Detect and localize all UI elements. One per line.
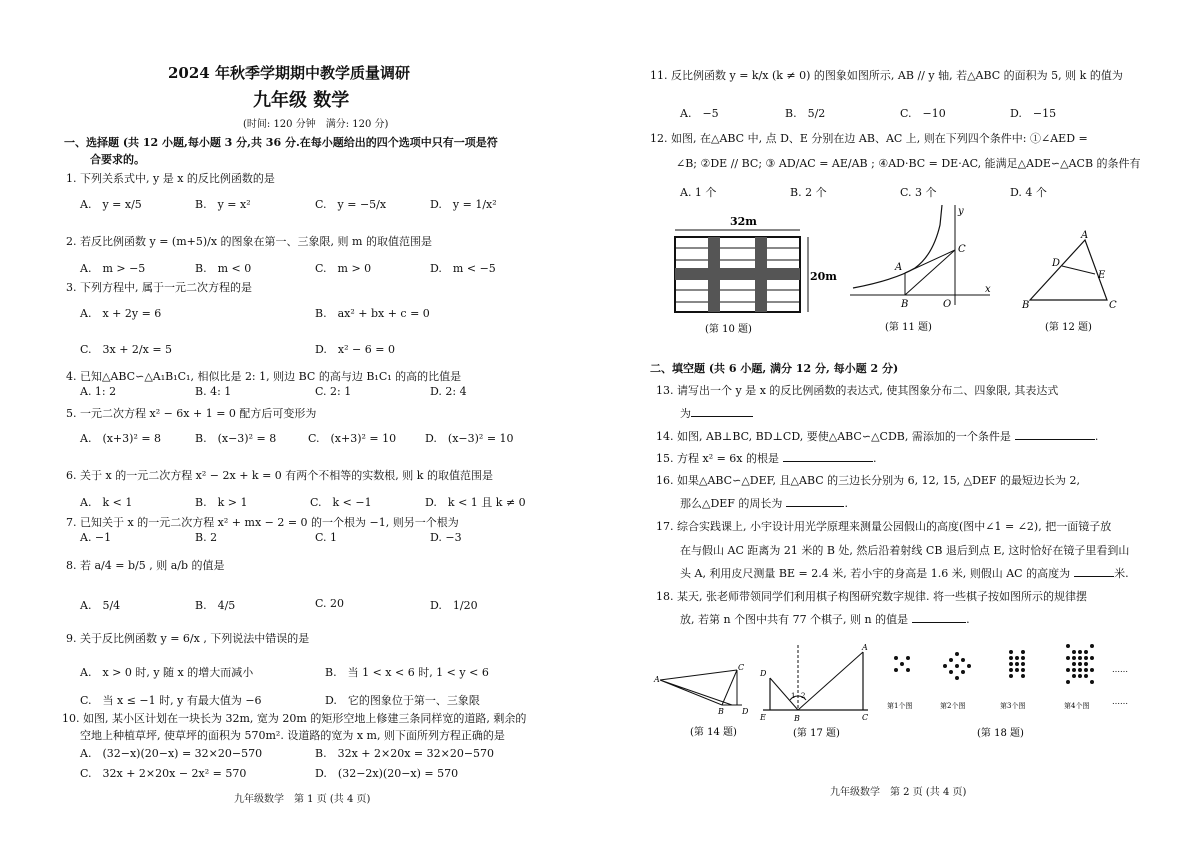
q14-stem: 14. 如图, AB⊥BC, BD⊥CD, 要使△ABC∽△CDB, 需添加的一个条件是 xyxy=(656,430,1011,443)
fig11-x-label: x xyxy=(985,284,991,295)
chess-piece xyxy=(1015,656,1019,660)
fig17-caption: (第 17 题) xyxy=(793,728,840,739)
q17-end: 米. xyxy=(1114,567,1129,580)
question-7: 7. 已知关于 x 的一元二次方程 x² + mx − 2 = 0 的一个根为 −1, 则另一个根为 xyxy=(66,516,459,529)
q3-option-d: D. x² − 6 = 0 xyxy=(315,343,395,356)
chess-piece xyxy=(1078,674,1082,678)
q3-option-a: A. x + 2y = 6 xyxy=(80,307,162,320)
chess-piece xyxy=(955,652,959,656)
q2-option-d: D. m < −5 xyxy=(430,262,496,275)
q1-option-c: C. y = −5/x xyxy=(315,198,387,211)
q1-option-d: D. y = 1/x² xyxy=(430,198,497,211)
chess-piece xyxy=(1021,662,1025,666)
chess-piece xyxy=(961,658,965,662)
q5-option-d: D. (x−3)² = 10 xyxy=(425,432,514,445)
q6-option-a: A. k < 1 xyxy=(80,496,133,509)
q8-option-b: B. 4/5 xyxy=(195,599,236,612)
fig14-D: D xyxy=(742,707,749,716)
fig12-caption: (第 12 题) xyxy=(1045,322,1092,333)
chess-piece xyxy=(1021,650,1025,654)
q8-option-d: D. 1/20 xyxy=(430,599,478,612)
page-1-footer: 九年级数学 第 1 页 (共 4 页) xyxy=(234,794,371,805)
fig18-label-3: 第3个图 xyxy=(1000,702,1026,710)
q18-answer-blank[interactable] xyxy=(912,612,966,623)
question-12: 12. 如图, 在△ABC 中, 点 D、E 分别在边 AB、AC 上, 则在下列四个条件中: ①∠AED = xyxy=(650,132,1088,145)
q1-option-b: B. y = x² xyxy=(195,198,251,211)
q15-stem: 15. 方程 x² = 6x 的根是 xyxy=(656,452,780,465)
exam-title: 2024 年秋季学期期中教学质量调研 xyxy=(168,64,410,82)
q12-option-d: D. 4 个 xyxy=(1010,186,1047,199)
chess-piece xyxy=(1066,656,1070,660)
fig18-dot-patterns xyxy=(894,644,1094,684)
exam-page-2 xyxy=(600,0,1200,849)
q6-option-b: B. k > 1 xyxy=(195,496,248,509)
fig17-angle-1: 1 xyxy=(791,692,796,700)
fig11-A: A xyxy=(895,262,903,273)
chess-piece xyxy=(906,668,910,672)
question-16: 16. 如果△ABC∽△DEF, 且△ABC 的三边长分别为 6, 12, 15, △DEF 的最短边长为 2, xyxy=(656,474,1081,487)
chess-piece xyxy=(1072,656,1076,660)
chess-piece xyxy=(949,670,953,674)
q11-option-a: A. −5 xyxy=(680,107,719,120)
section-1-heading-cont: 合要求的。 xyxy=(90,153,145,166)
fig14-B: B xyxy=(718,707,724,716)
question-10: 10. 如图, 某小区计划在一块长为 32m, 宽为 20m 的矩形空地上修建三条同样宽的道路, 剩余的 xyxy=(62,712,527,725)
question-10-cont: 空地上种植草坪, 使草坪的面积为 570m². 设道路的宽为 x m, 则下面所列方程正确的是 xyxy=(80,729,505,742)
chess-piece xyxy=(1090,644,1094,648)
chess-piece xyxy=(1084,668,1088,672)
chess-piece xyxy=(1078,662,1082,666)
question-9: 9. 关于反比例函数 y = 6/x , 下列说法中错误的是 xyxy=(66,632,310,645)
fig14-A: A xyxy=(654,675,660,684)
question-5: 5. 一元二次方程 x² − 6x + 1 = 0 配方后可变形为 xyxy=(66,407,317,420)
question-17: 17. 综合实践课上, 小宇设计用光学原理来测量公园假山的高度(图中∠1 = ∠2), 把一面镜子放 xyxy=(656,520,1112,533)
q10-option-c: C. 32x + 2×20x − 2x² = 570 xyxy=(80,767,247,780)
q14-end: . xyxy=(1094,430,1099,443)
chess-piece xyxy=(961,670,965,674)
question-6: 6. 关于 x 的一元二次方程 x² − 2x + k = 0 有两个不相等的实数根, 则 k 的取值范围是 xyxy=(66,469,493,482)
chess-piece xyxy=(1084,656,1088,660)
q10-option-d: D. (32−2x)(20−x) = 570 xyxy=(315,767,459,780)
chess-piece xyxy=(906,656,910,660)
q11-option-c: C. −10 xyxy=(900,107,946,120)
q2-option-b: B. m < 0 xyxy=(195,262,252,275)
q2-option-c: C. m > 0 xyxy=(315,262,372,275)
q12-option-a: A. 1 个 xyxy=(680,186,717,199)
figure-14 xyxy=(652,660,752,745)
q6-option-d: D. k < 1 且 k ≠ 0 xyxy=(425,496,526,509)
question-14 xyxy=(656,428,1098,444)
q13-answer-prefix: 为 xyxy=(680,407,691,420)
q4-option-c: C. 2: 1 xyxy=(315,385,352,398)
question-17-cont: 在与假山 AC 距离为 21 米的 B 处, 然后沿着射线 CB 退后到点 E, 这时恰好在镜子里看到山 xyxy=(680,544,1130,557)
exam-meta: (时间: 120 分钟 满分: 120 分) xyxy=(243,119,389,130)
question-15 xyxy=(656,450,877,466)
chess-piece xyxy=(1084,650,1088,654)
chess-piece xyxy=(1090,656,1094,660)
question-13: 13. 请写出一个 y 是 x 的反比例函数的表达式, 使其图象分布二、四象限, 其表达式 xyxy=(656,384,1059,397)
fig18-ellipsis-1: …… xyxy=(1112,665,1128,674)
question-4: 4. 已知△ABC∽△A₁B₁C₁, 相似比是 2: 1, 则边 BC 的高与边 B₁C₁ 的高的比值是 xyxy=(66,370,462,383)
q4-option-a: A. 1: 2 xyxy=(80,385,117,398)
figure-11 xyxy=(845,200,995,340)
fig11-caption: (第 11 题) xyxy=(885,322,932,333)
q11-option-b: B. 5/2 xyxy=(785,107,826,120)
q9-option-a: A. x > 0 时, y 随 x 的增大而减小 xyxy=(80,666,254,679)
chess-piece xyxy=(1072,662,1076,666)
chess-piece xyxy=(1021,656,1025,660)
figure-18 xyxy=(882,640,1142,745)
exam-subtitle: 九年级 数学 xyxy=(253,90,350,111)
chess-piece xyxy=(1084,662,1088,666)
chess-piece xyxy=(1009,656,1013,660)
fig17-angle-2: 2 xyxy=(801,692,806,700)
q15-end: . xyxy=(873,452,877,465)
chess-piece xyxy=(955,676,959,680)
fig10-caption: (第 10 题) xyxy=(705,324,752,335)
q9-option-d: D. 它的图象位于第一、三象限 xyxy=(325,694,480,707)
q2-option-a: A. m > −5 xyxy=(80,262,146,275)
chess-piece xyxy=(1021,668,1025,672)
q9-option-b: B. 当 1 < x < 6 时, 1 < y < 6 xyxy=(325,666,489,679)
fig12-C: C xyxy=(1109,300,1117,311)
chess-piece xyxy=(1078,650,1082,654)
q3-option-b: B. ax² + bx + c = 0 xyxy=(315,307,430,320)
chess-piece xyxy=(1090,680,1094,684)
q5-option-a: A. (x+3)² = 8 xyxy=(80,432,162,445)
chess-piece xyxy=(1084,674,1088,678)
chess-piece xyxy=(949,658,953,662)
chess-piece xyxy=(955,664,959,668)
fig18-label-2: 第2个图 xyxy=(940,702,966,710)
q6-option-c: C. k < −1 xyxy=(310,496,372,509)
q12-option-b: B. 2 个 xyxy=(790,186,827,199)
fig17-B: B xyxy=(794,714,800,723)
fig12-E: E xyxy=(1098,270,1106,281)
fig11-y-label: y xyxy=(958,206,964,217)
fig11-O: O xyxy=(943,299,952,310)
question-2: 2. 若反比例函数 y = (m+5)/x 的图象在第一、三象限, 则 m 的取值范围是 xyxy=(66,235,432,248)
q12-option-c: C. 3 个 xyxy=(900,186,937,199)
question-3: 3. 下列方程中, 属于一元二次方程的是 xyxy=(66,281,252,294)
chess-piece xyxy=(1015,662,1019,666)
question-13-cont xyxy=(680,405,753,421)
q10-option-b: B. 32x + 2×20x = 32×20−570 xyxy=(315,747,495,760)
fig18-ellipsis-2: …… xyxy=(1112,697,1128,706)
question-11: 11. 反比例函数 y = k/x (k ≠ 0) 的图象如图所示, AB // y 轴, 若△ABC 的面积为 5, 则 k 的值为 xyxy=(650,69,1123,82)
q17-answer-blank[interactable] xyxy=(1074,566,1114,577)
chess-piece xyxy=(1066,680,1070,684)
question-18: 18. 某天, 张老师带领同学们利用棋子构图研究数字规律. 将一些棋子按如图所示的规律摆 xyxy=(656,590,1087,603)
question-1: 1. 下列关系式中, y 是 x 的反比例函数的是 xyxy=(66,172,275,185)
q18-line2: 放, 若第 n 个图中共有 77 个棋子, 则 n 的值是 xyxy=(680,613,909,626)
fig17-C: C xyxy=(862,713,869,722)
chess-piece xyxy=(1078,668,1082,672)
page-2-footer: 九年级数学 第 2 页 (共 4 页) xyxy=(830,787,967,798)
fig18-caption: (第 18 题) xyxy=(977,728,1024,739)
question-16-cont xyxy=(680,495,848,511)
chess-piece xyxy=(1072,650,1076,654)
q7-option-d: D. −3 xyxy=(430,531,462,544)
q14-answer-blank[interactable] xyxy=(1015,429,1095,440)
q9-option-c: C. 当 x ≤ −1 时, y 有最大值为 −6 xyxy=(80,694,262,707)
q15-answer-blank[interactable] xyxy=(783,451,873,462)
chess-piece xyxy=(1009,662,1013,666)
chess-piece xyxy=(1072,674,1076,678)
q8-option-a: A. 5/4 xyxy=(80,599,121,612)
q4-option-b: B. 4: 1 xyxy=(195,385,232,398)
fig14-caption: (第 14 题) xyxy=(690,727,737,738)
chess-piece xyxy=(894,668,898,672)
question-8: 8. 若 a/4 = b/5 , 则 a/b 的值是 xyxy=(66,559,225,572)
chess-piece xyxy=(1015,668,1019,672)
chess-piece xyxy=(894,656,898,660)
q7-option-b: B. 2 xyxy=(195,531,218,544)
fig12-B: B xyxy=(1022,300,1030,311)
q16-end: . xyxy=(844,497,848,510)
fig14-C: C xyxy=(738,663,745,672)
fig12-D: D xyxy=(1052,258,1061,269)
chess-piece xyxy=(1072,668,1076,672)
q18-end: . xyxy=(966,613,970,626)
chess-piece xyxy=(967,664,971,668)
q16-answer-blank[interactable] xyxy=(786,496,844,507)
fig12-A: A xyxy=(1081,230,1089,241)
chess-piece xyxy=(900,662,904,666)
chess-piece xyxy=(1009,674,1013,678)
fig10-side-label: 20m xyxy=(810,270,837,283)
chess-piece xyxy=(1078,656,1082,660)
q10-option-a: A. (32−x)(20−x) = 32×20−570 xyxy=(80,747,263,760)
chess-piece xyxy=(1090,668,1094,672)
q4-option-d: D. 2: 4 xyxy=(430,385,467,398)
figure-10 xyxy=(660,210,840,340)
figure-17 xyxy=(758,640,878,745)
q7-option-c: C. 1 xyxy=(315,531,338,544)
section-2-heading: 二、填空题 (共 6 小题, 满分 12 分, 每小题 2 分) xyxy=(650,362,899,375)
fig17-A: A xyxy=(862,643,868,652)
chess-piece xyxy=(1021,674,1025,678)
q13-answer-blank[interactable] xyxy=(691,406,753,417)
figure-12 xyxy=(1015,228,1125,340)
fig10-top-label: 32m xyxy=(730,215,757,228)
q7-option-a: A. −1 xyxy=(80,531,112,544)
q11-option-d: D. −15 xyxy=(1010,107,1057,120)
q3-option-c: C. 3x + 2/x = 5 xyxy=(80,343,173,356)
q8-option-c: C. 20 xyxy=(315,597,345,610)
question-12-cont: ∠B; ②DE // BC; ③ AD/AC = AE/AB ; ④AD·BC = DE·AC, 能满足△ADE∽△ACB 的条件有 xyxy=(676,157,1141,170)
fig11-C: C xyxy=(958,244,966,255)
fig17-E: E xyxy=(760,713,766,722)
section-1-heading: 一、选择题 (共 12 小题,每小题 3 分,共 36 分.在每小题给出的四个选项中只有一项是符 xyxy=(64,136,498,149)
chess-piece xyxy=(1066,668,1070,672)
question-18-cont xyxy=(680,611,970,627)
fig18-label-1: 第1个图 xyxy=(887,702,913,710)
fig18-label-4: 第4个图 xyxy=(1064,702,1090,710)
q16-line2: 那么△DEF 的周长为 xyxy=(680,497,783,510)
q17-line3: 头 A, 利用皮尺测量 BE = 2.4 米, 若小宇的身高是 1.6 米, 则假山 AC 的高度为 xyxy=(680,567,1071,580)
chess-piece xyxy=(1066,644,1070,648)
q5-option-c: C. (x+3)² = 10 xyxy=(308,432,397,445)
chess-piece xyxy=(1009,650,1013,654)
q5-option-b: B. (x−3)² = 8 xyxy=(195,432,277,445)
question-17-cont2 xyxy=(680,565,1129,581)
q1-option-a: A. y = x/5 xyxy=(80,198,142,211)
fig17-D: D xyxy=(760,669,767,678)
chess-piece xyxy=(943,664,947,668)
fig11-B: B xyxy=(901,299,909,310)
chess-piece xyxy=(1009,668,1013,672)
